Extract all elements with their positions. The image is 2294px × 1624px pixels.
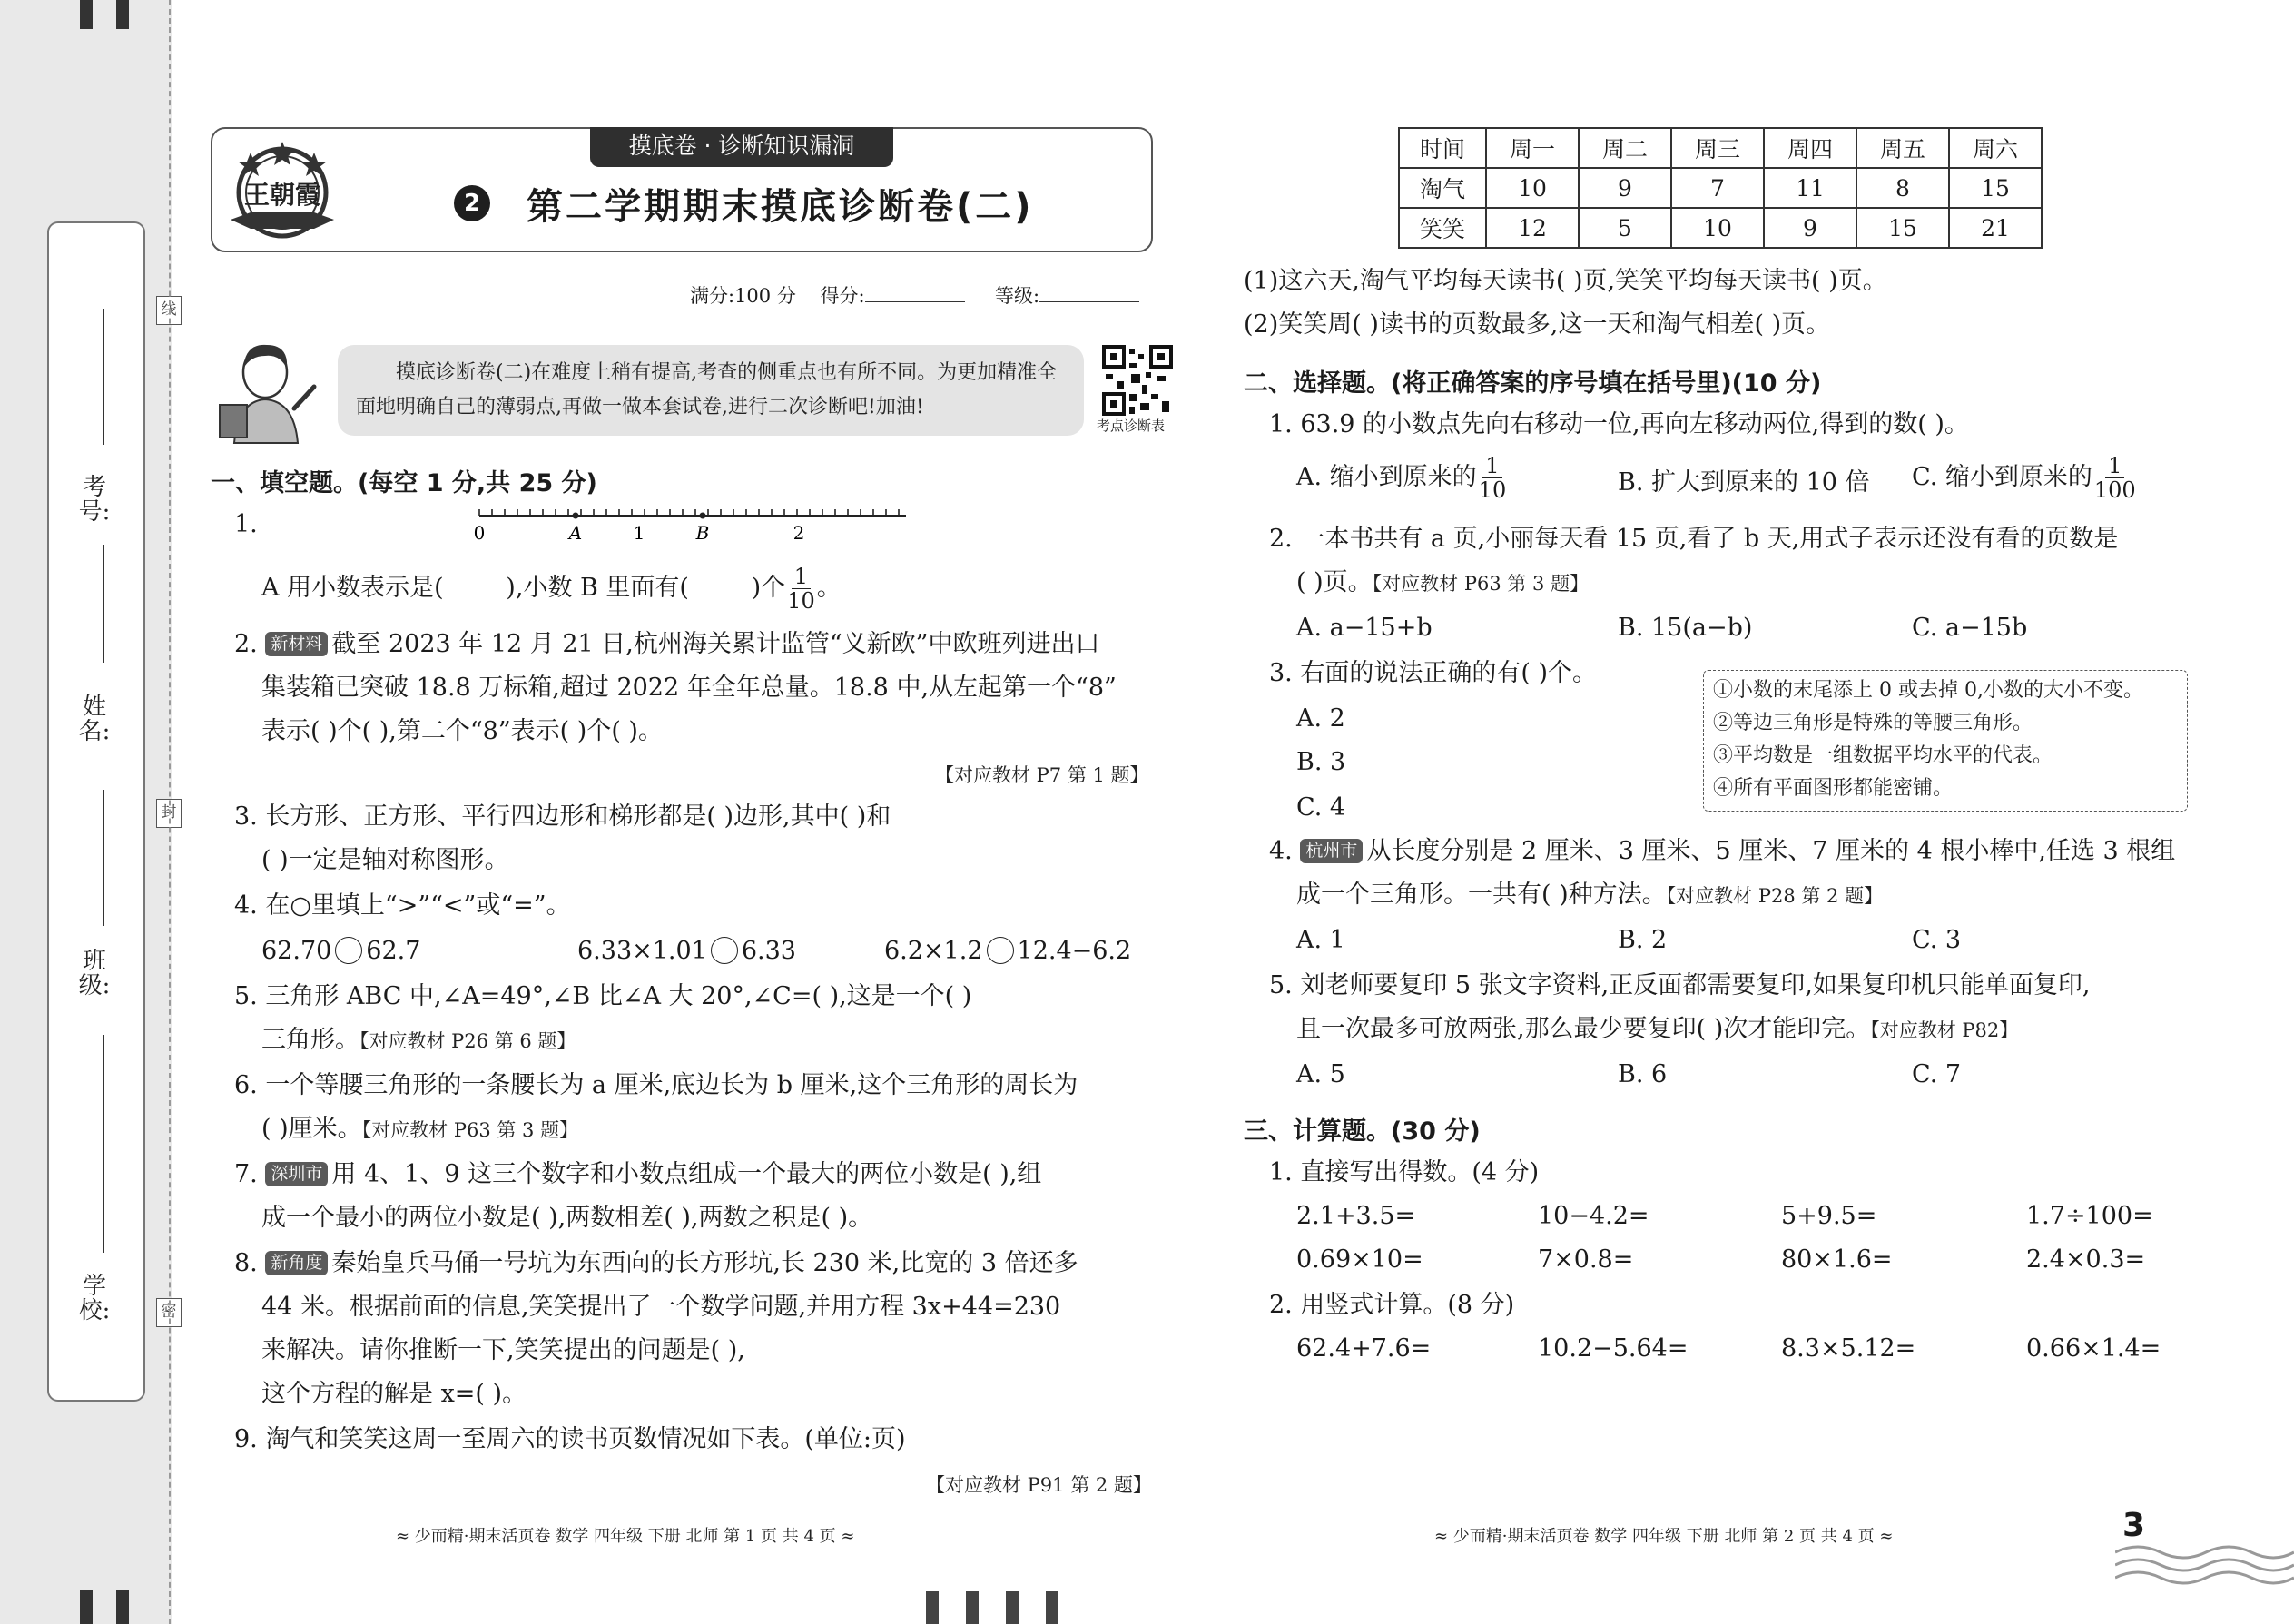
table-cell: 10 — [1671, 208, 1764, 248]
statement-item: ③平均数是一组数据平均水平的代表。 — [1713, 744, 2053, 767]
q5-text-2: 三角形。 — [261, 1026, 359, 1054]
q9-line-1: 9. 淘气和笑笑这周一至周六的读书页数情况如下表。(单位:页) — [234, 1425, 906, 1453]
q1-part-b: ),小数 B 里面有( — [506, 574, 689, 602]
q8-text-1: 秦始皇兵马俑一号坑为东西向的长方形坑,长 230 米,比宽的 3 倍还多 — [331, 1249, 1078, 1277]
cut-line — [169, 0, 171, 1624]
statement-item: ①小数的末尾添上 0 或去掉 0,小数的大小不变。 — [1713, 679, 2143, 702]
q2-number: 2. — [234, 630, 258, 658]
seal-char-seal: 封 — [156, 799, 182, 828]
c1-option-c — [1912, 454, 2138, 502]
c5-reference: 【对应教材 P82】 — [1870, 1019, 2019, 1041]
q1-part-c: )个 — [751, 574, 786, 602]
name-line[interactable] — [103, 545, 104, 663]
table-cell: 7 — [1671, 168, 1764, 208]
q1-end: 。 — [816, 574, 842, 602]
table-header-cell: 时间 — [1399, 128, 1486, 168]
k2-item: 8.3×5.12= — [1781, 1334, 1916, 1363]
crop-mark — [80, 0, 93, 29]
numline-label-2: 2 — [793, 522, 805, 544]
q4-item-2-b: 6.33 — [741, 937, 796, 965]
table-header-cell: 周六 — [1949, 128, 2042, 168]
c1-a-num: 1 — [1482, 454, 1501, 478]
q7-line-1 — [234, 1153, 1041, 1196]
full-score: 满分:100 分 — [690, 285, 796, 307]
number-line — [470, 497, 915, 548]
section-choice: 二、选择题。(将正确答案的序号填在括号里)(10 分) — [1244, 369, 1822, 398]
c1-text: 1. 63.9 的小数点先向右移动一位,再向左移动两位,得到的数( )。 — [1269, 410, 1969, 438]
page-number: 3 — [2122, 1507, 2146, 1544]
crop-mark — [80, 1590, 93, 1624]
q5-reference: 【对应教材 P26 第 6 题】 — [359, 1030, 576, 1052]
c3-option-c: C. 4 — [1296, 793, 1346, 822]
table-header-cell: 周一 — [1486, 128, 1579, 168]
c3-option-a: A. 2 — [1296, 704, 1345, 733]
k1-item: 2.4×0.3= — [2026, 1245, 2146, 1274]
table-header-row — [1399, 128, 2042, 168]
q8-tag: 新角度 — [265, 1251, 328, 1275]
qr-code[interactable] — [1102, 345, 1173, 416]
qr-label: 考点诊断表 — [1097, 418, 1166, 434]
c2-option-c: C. a−15b — [1912, 614, 2028, 642]
exam-number-line[interactable] — [103, 309, 104, 445]
seal-char-close: 密 — [156, 1298, 182, 1327]
c2-reference: 【对应教材 P63 第 3 题】 — [1372, 573, 1590, 595]
q1-part-a: A 用小数表示是( — [261, 574, 444, 602]
c4-option-c: C. 3 — [1912, 926, 1962, 954]
q2-text-1: 截至 2023 年 12 月 21 日,杭州海关累计监管“义新欧”中欧班列进出口 — [331, 630, 1100, 658]
crop-mark — [1046, 1591, 1058, 1624]
c4-text-1: 从长度分别是 2 厘米、3 厘米、5 厘米、7 厘米的 4 根小棒中,任选 3 根组 — [1366, 837, 2176, 865]
q4-item-1-a: 62.70 — [261, 937, 332, 965]
crop-mark — [926, 1591, 939, 1624]
level-blank[interactable] — [1039, 284, 1139, 302]
q1-frac-num: 1 — [792, 565, 811, 589]
c2-text-2: ( )页。 — [1296, 568, 1373, 596]
paper-number-badge: 2 — [454, 185, 490, 221]
crop-mark — [116, 0, 129, 29]
footer-left: ≈ 少而精·期末活页卷 数学 四年级 下册 北师 第 1 页 共 4 页 ≈ — [396, 1527, 855, 1546]
c2-option-b: B. 15(a−b) — [1618, 614, 1753, 642]
table-cell: 9 — [1579, 168, 1671, 208]
crop-mark — [116, 1590, 129, 1624]
k1-item: 1.7÷100= — [2026, 1202, 2153, 1230]
section-calc: 三、计算题。(30 分) — [1244, 1117, 1481, 1146]
numline-label-b: B — [695, 522, 710, 544]
c1-c-den: 100 — [2093, 477, 2136, 503]
table-cell: 15 — [1856, 208, 1949, 248]
q5-line-2 — [261, 1019, 576, 1063]
c5-line-1: 5. 刘老师要复印 5 张文字资料,正反面都需要复印,如果复印机只能单面复印, — [1269, 971, 2091, 999]
k2-item: 62.4+7.6= — [1296, 1334, 1432, 1363]
q7-line-2: 成一个最小的两位小数是( ),两数相差( ),两数之积是( )。 — [261, 1204, 873, 1232]
table-cell: 9 — [1764, 208, 1856, 248]
q9-reference: 【对应教材 P91 第 2 题】 — [926, 1474, 1152, 1496]
q3-line-2: ( )一定是轴对称图形。 — [261, 846, 509, 874]
q1-fraction — [787, 565, 815, 613]
c1-c-text: C. 缩小到原来的 — [1912, 463, 2092, 491]
q8-line-3: 来解决。请你推断一下,笑笑提出的问题是( ), — [261, 1336, 745, 1364]
teacher-illustration — [207, 336, 325, 445]
q4-item-2 — [577, 930, 796, 973]
c5-text-2: 且一次最多可放两张,那么最少要复印( )次才能印完。 — [1296, 1015, 1871, 1043]
name-label: 姓名: — [78, 694, 111, 746]
brand-logo — [223, 136, 341, 245]
table-row — [1399, 168, 2042, 208]
q6-text-2: ( )厘米。 — [261, 1115, 362, 1143]
c1-option-a — [1296, 454, 1508, 502]
score-blank[interactable] — [865, 284, 965, 302]
q6-line-1: 6. 一个等腰三角形的一条腰长为 a 厘米,底边长为 b 厘米,这个三角形的周长为 — [234, 1071, 1078, 1099]
seal-char-line: 线 — [156, 296, 182, 325]
q2-line-3: 表示( )个( ),第二个“8”表示( )个( )。 — [261, 717, 663, 745]
c1-a-den: 10 — [1478, 477, 1507, 503]
q1-text — [261, 565, 842, 613]
c1-a-text: A. 缩小到原来的 — [1296, 463, 1477, 491]
c4-tag: 杭州市 — [1300, 839, 1363, 863]
reading-table — [1398, 127, 2043, 249]
crop-mark — [966, 1591, 979, 1624]
c2-option-a: A. a−15+b — [1296, 614, 1433, 642]
c5-option-b: B. 6 — [1618, 1060, 1668, 1088]
level-label: 等级: — [995, 285, 1040, 307]
q4-item-1-b: 62.7 — [366, 937, 421, 965]
exam-number-label: 考号: — [78, 474, 111, 527]
c5-option-a: A. 5 — [1296, 1060, 1345, 1088]
q5-line-1: 5. 三角形 ABC 中,∠A=49°,∠B 比∠A 大 20°,∠C=( ),这是一个( ) — [234, 982, 972, 1010]
k1-item: 0.69×10= — [1296, 1245, 1423, 1274]
q7-text-1: 用 4、1、9 这三个数字和小数点组成一个最大的两位小数是( ),组 — [331, 1160, 1042, 1188]
q2-tag: 新材料 — [265, 632, 328, 656]
q1-number: 1. — [234, 510, 258, 538]
q9-sub-1: (1)这六天,淘气平均每天读书( )页,笑笑平均每天读书( )页。 — [1244, 267, 1887, 295]
numline-label-0: 0 — [473, 522, 486, 544]
q6-reference: 【对应教材 P63 第 3 题】 — [361, 1119, 579, 1141]
crop-mark — [1006, 1591, 1019, 1624]
q9-sub-2: (2)笑笑周( )读书的页数最多,这一天和淘气相差( )页。 — [1244, 310, 1831, 339]
table-cell: 10 — [1486, 168, 1579, 208]
compare-circle[interactable] — [335, 937, 362, 964]
q4-item-2-a: 6.33×1.01 — [577, 937, 707, 965]
footer-right: ≈ 少而精·期末活页卷 数学 四年级 下册 北师 第 2 页 共 4 页 ≈ — [1434, 1527, 1894, 1546]
c1-c-fraction — [2094, 454, 2136, 502]
k2-item: 10.2−5.64= — [1538, 1334, 1689, 1363]
q6-line-2 — [261, 1107, 578, 1152]
student-info-box — [47, 221, 145, 1402]
q4-line-1: 4. 在○里填上“>”“<”或“=”。 — [234, 891, 571, 920]
c5-line-2 — [1296, 1008, 2018, 1052]
logo-text: 王朝霞 — [243, 180, 321, 210]
q8-line-2: 44 米。根据前面的信息,笑笑提出了一个数学问题,并用方程 3x+44=230 — [261, 1293, 1061, 1321]
school-label: 学校: — [78, 1273, 111, 1325]
q2-line-1 — [234, 623, 1099, 666]
section-fill-blank: 一、填空题。(每空 1 分,共 25 分) — [211, 469, 597, 497]
k2-item: 0.66×1.4= — [2026, 1334, 2161, 1363]
q8-number: 8. — [234, 1249, 258, 1277]
q7-tag: 深圳市 — [265, 1162, 328, 1186]
q8-line-4: 这个方程的解是 x=( )。 — [261, 1380, 527, 1408]
q3-line-1: 3. 长方形、正方形、平行四边形和梯形都是( )边形,其中( )和 — [234, 802, 891, 831]
table-cell: 淘气 — [1399, 168, 1486, 208]
table-header-cell: 周五 — [1856, 128, 1949, 168]
k1-text: 1. 直接写出得数。(4 分) — [1269, 1158, 1540, 1186]
class-label: 班级: — [78, 948, 111, 1000]
k1-item: 5+9.5= — [1781, 1202, 1877, 1230]
numline-label-a: A — [568, 522, 583, 544]
score-row — [690, 281, 1139, 309]
k2-text: 2. 用竖式计算。(8 分) — [1269, 1291, 1515, 1319]
q1-frac-den: 10 — [787, 588, 815, 614]
c4-line-1 — [1269, 830, 2175, 873]
q8-line-1 — [234, 1242, 1078, 1285]
intro-bubble: 摸底诊断卷(二)在难度上稍有提高,考查的侧重点也有所不同。为更加精准全面地明确自己的薄弱点,再做一做本套试卷,进行二次诊断吧!加油! — [338, 345, 1084, 436]
q4-item-3-b: 12.4−6.2 — [1017, 937, 1132, 965]
table-cell: 21 — [1949, 208, 2042, 248]
c3-option-b: B. 3 — [1296, 748, 1346, 776]
statements-box — [1703, 670, 2188, 812]
q4-item-1 — [261, 930, 420, 973]
table-cell: 8 — [1856, 168, 1949, 208]
c1-option-b: B. 扩大到原来的 10 倍 — [1618, 468, 1870, 497]
c4-reference: 【对应教材 P28 第 2 题】 — [1666, 885, 1884, 907]
table-cell: 15 — [1949, 168, 2042, 208]
k1-item: 80×1.6= — [1781, 1245, 1893, 1274]
c2-line-2 — [1296, 561, 1589, 605]
score-label: 得分: — [820, 285, 865, 307]
q4-item-3 — [884, 930, 1131, 973]
c1-c-num: 1 — [2105, 454, 2124, 478]
table-header-cell: 周三 — [1671, 128, 1764, 168]
statement-item: ②等边三角形是特殊的等腰三角形。 — [1713, 712, 2033, 734]
table-cell: 笑笑 — [1399, 208, 1486, 248]
table-row — [1399, 208, 2042, 248]
page-title: 第二学期期末摸底诊断卷(二) — [527, 186, 1034, 228]
numline-label-1: 1 — [633, 522, 645, 544]
class-line[interactable] — [103, 790, 104, 926]
statement-item: ④所有平面图形都能密铺。 — [1713, 777, 1954, 800]
q2-line-2: 集装箱已突破 18.8 万标箱,超过 2022 年全年总量。18.8 中,从左起第一个“8” — [261, 674, 1117, 702]
c3-text: 3. 右面的说法正确的有( )个。 — [1269, 659, 1597, 687]
c4-text-2: 成一个三角形。一共有( )种方法。 — [1296, 881, 1667, 909]
c2-line-1: 2. 一本书共有 a 页,小丽每天看 15 页,看了 b 天,用式子表示还没有看的页数是 — [1269, 525, 2119, 553]
c4-option-a: A. 1 — [1296, 926, 1345, 954]
q2-reference: 【对应教材 P7 第 1 题】 — [935, 764, 1149, 786]
c5-option-c: C. 7 — [1912, 1060, 1962, 1088]
compare-circle[interactable] — [711, 937, 738, 964]
k1-item: 2.1+3.5= — [1296, 1202, 1416, 1230]
table-cell: 11 — [1764, 168, 1856, 208]
table-cell: 5 — [1579, 208, 1671, 248]
c4-number: 4. — [1269, 837, 1293, 865]
compare-circle[interactable] — [987, 937, 1014, 964]
table-header-cell: 周二 — [1579, 128, 1671, 168]
k1-item: 10−4.2= — [1538, 1202, 1649, 1230]
school-line[interactable] — [103, 1035, 104, 1253]
c4-line-2 — [1296, 873, 1883, 918]
q7-number: 7. — [234, 1160, 258, 1188]
c1-a-fraction — [1479, 454, 1507, 502]
table-cell: 12 — [1486, 208, 1579, 248]
c4-option-b: B. 2 — [1618, 926, 1668, 954]
k1-item: 7×0.8= — [1538, 1245, 1634, 1274]
table-header-cell: 周四 — [1764, 128, 1856, 168]
q4-item-3-a: 6.2×1.2 — [884, 937, 983, 965]
header-tab: 摸底卷 · 诊断知识漏洞 — [590, 127, 893, 167]
